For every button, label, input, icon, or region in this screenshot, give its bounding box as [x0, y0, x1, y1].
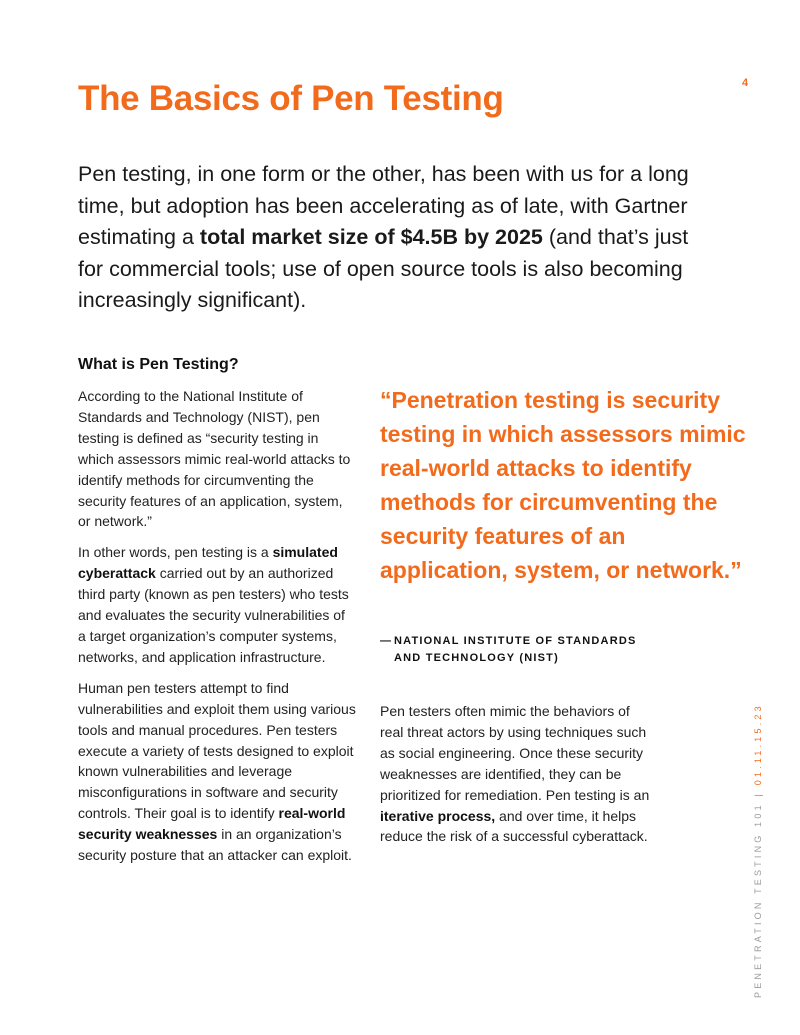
footer-separator: |	[753, 790, 763, 797]
intro-text-part1: Pen testing, in one form or the other, has been with us for a long time, but adoption has been accelerating as of late, with Gartner estimating a	[78, 162, 689, 249]
attribution-line-1: NATIONAL INSTITUTE OF STANDARDS	[394, 635, 637, 647]
side-footer	[753, 703, 763, 998]
left-column	[78, 386, 356, 876]
section-heading: What is Pen Testing?	[78, 356, 239, 373]
iterative-process-emphasis: iterative process,	[380, 807, 496, 824]
simulated-cyberattack-emphasis: simulated cyberattack	[78, 544, 338, 582]
nist-definition-paragraph: According to the National Institute of Standards and Technology (NIST), pen testing is defined as “security testing in which assessors mimic real-world attacks to identify methods for circumventing the security features of an application, system, or network.”	[78, 388, 351, 530]
attribution-dash: —	[380, 635, 393, 647]
page-title: The Basics of Pen Testing	[78, 79, 504, 118]
simulated-attack-paragraph	[78, 542, 356, 667]
paragraph-text: in an organization’s security posture that an attacker can exploit.	[78, 826, 352, 864]
attribution-line-2: AND TECHNOLOGY (NIST)	[394, 652, 559, 664]
human-testers-paragraph	[78, 678, 356, 866]
pull-quote: “Penetration testing is security testing in which assessors mimic real-world attacks to identify methods for circumventing the security features of an application, system, or network.”	[380, 387, 746, 583]
page-number: 4	[742, 77, 749, 89]
footer-doc-title: PENETRATION TESTING 101	[753, 802, 763, 998]
paragraph-text: Pen testers often mimic the behaviors of real threat actors by using techniques such as social engineering. Once these security weaknesses are identified, they can be prioritized for remediation. Pen testing is an	[380, 703, 650, 803]
paragraph-text: In other words, pen testing is a	[78, 544, 273, 561]
paragraph-text: and over time, it helps reduce the risk of a successful cyberattack.	[380, 807, 648, 845]
intro-paragraph	[78, 159, 698, 317]
security-weaknesses-emphasis: real-world security weaknesses	[78, 805, 346, 843]
intro-highlight: total market size of $4.5B by 2025	[199, 225, 543, 249]
quote-attribution	[380, 633, 680, 667]
paragraph-text: carried out by an authorized third party (known as pen testers) who tests and evaluates the security vulnerabilities of a target organization’s computer systems, networks, and application infrastructure.	[78, 565, 349, 665]
right-column-paragraph	[380, 701, 650, 847]
footer-date: 01.11.15.23	[753, 703, 763, 786]
intro-text-part2: (and that’s just for commercial tools; use of open source tools is also becoming increasingly significant).	[78, 225, 689, 312]
paragraph-text: Human pen testers attempt to find vulnerabilities and exploit them using various tools and manual procedures. Pen testers execute a variety of tests designed to exploit known vulnerabilities and leverage misconfigurations in software and security controls. Their goal is to identify	[78, 679, 356, 822]
